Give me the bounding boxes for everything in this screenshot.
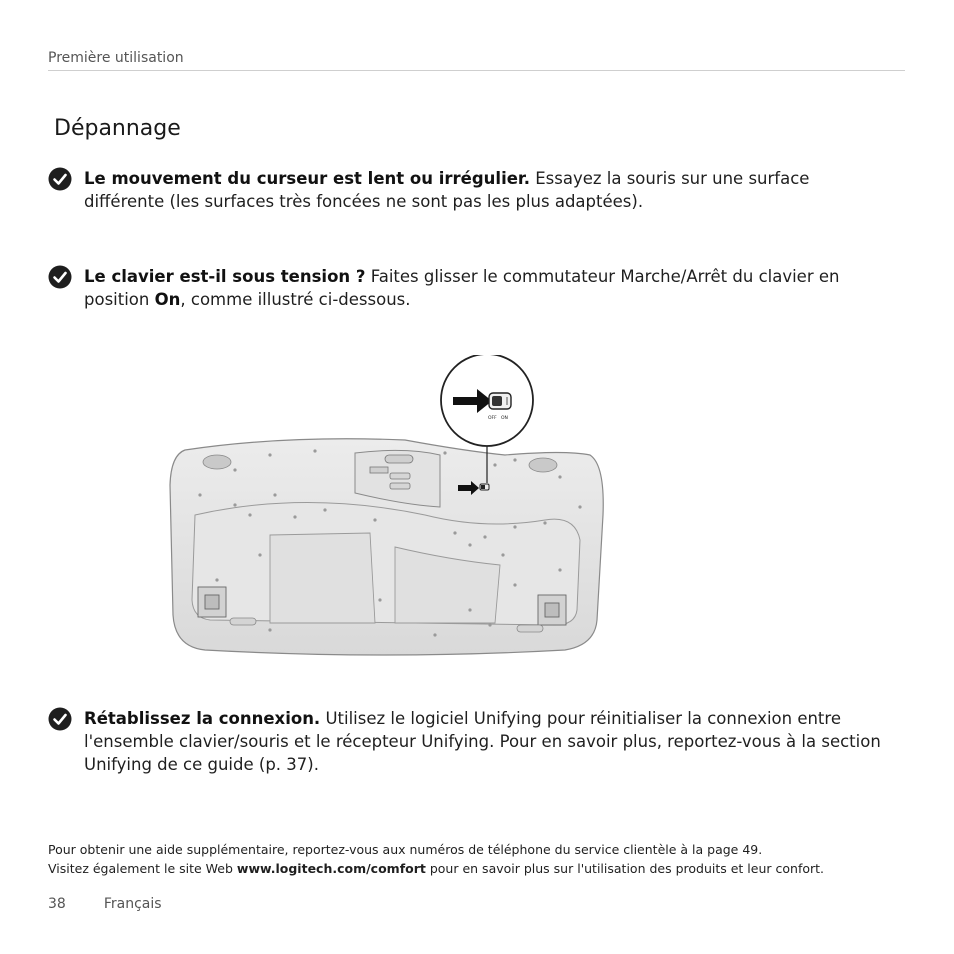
tip-text: [84, 265, 878, 311]
footer-support-line: Pour obtenir une aide supplémentaire, reportez-vous aux numéros de téléphone du service clientèle à la page 49.: [48, 842, 763, 857]
tip-body: Essayez la souris sur une surface différente (les surfaces très foncées ne sont pas les plus adaptées).: [84, 169, 810, 211]
switch-on-label: ON: [501, 416, 508, 421]
footer-web-line: [48, 859, 824, 878]
page-title: Dépannage: [54, 116, 181, 141]
section-header: Première utilisation: [48, 50, 905, 71]
tip-body-end: , comme illustré ci-dessous.: [180, 290, 411, 309]
check-circle-icon: [48, 707, 72, 731]
tip-reconnect: [48, 707, 908, 776]
footer-note: [48, 840, 824, 878]
page-footer: [48, 896, 162, 912]
footer-web-after: pour en savoir plus sur l'utilisation des produits et leur confort.: [425, 861, 825, 876]
tip-heading: Le mouvement du curseur est lent ou irrégulier.: [84, 169, 530, 188]
tip-emphasis: On: [154, 290, 181, 309]
tip-heading: Le clavier est-il sous tension ?: [84, 267, 366, 286]
switch-off-label: OFF: [488, 416, 497, 421]
page-number: 38: [48, 896, 66, 912]
tip-power: [48, 265, 878, 311]
tip-body: Faites glisser le commutateur Marche/Arrêt du clavier en position: [84, 267, 840, 309]
footer-web-before: Visitez également le site Web: [48, 861, 237, 876]
page-language: Français: [103, 896, 162, 912]
tip-cursor: [48, 167, 878, 213]
footer-web-link[interactable]: www.logitech.com/comfort: [236, 861, 426, 876]
tip-text: [84, 707, 908, 776]
check-circle-icon: [48, 265, 72, 289]
tip-heading: Rétablissez la connexion.: [84, 709, 321, 728]
keyboard-underside-illustration: [165, 355, 615, 660]
tip-body: Utilisez le logiciel Unifying pour réinitialiser la connexion entre l'ensemble clavier/souris et le récepteur Unifying. Pour en savoir plus, reportez-vous à la section Unifying de ce guide (p. 37).: [84, 709, 881, 774]
tip-text: [84, 167, 878, 213]
check-circle-icon: [48, 167, 72, 191]
